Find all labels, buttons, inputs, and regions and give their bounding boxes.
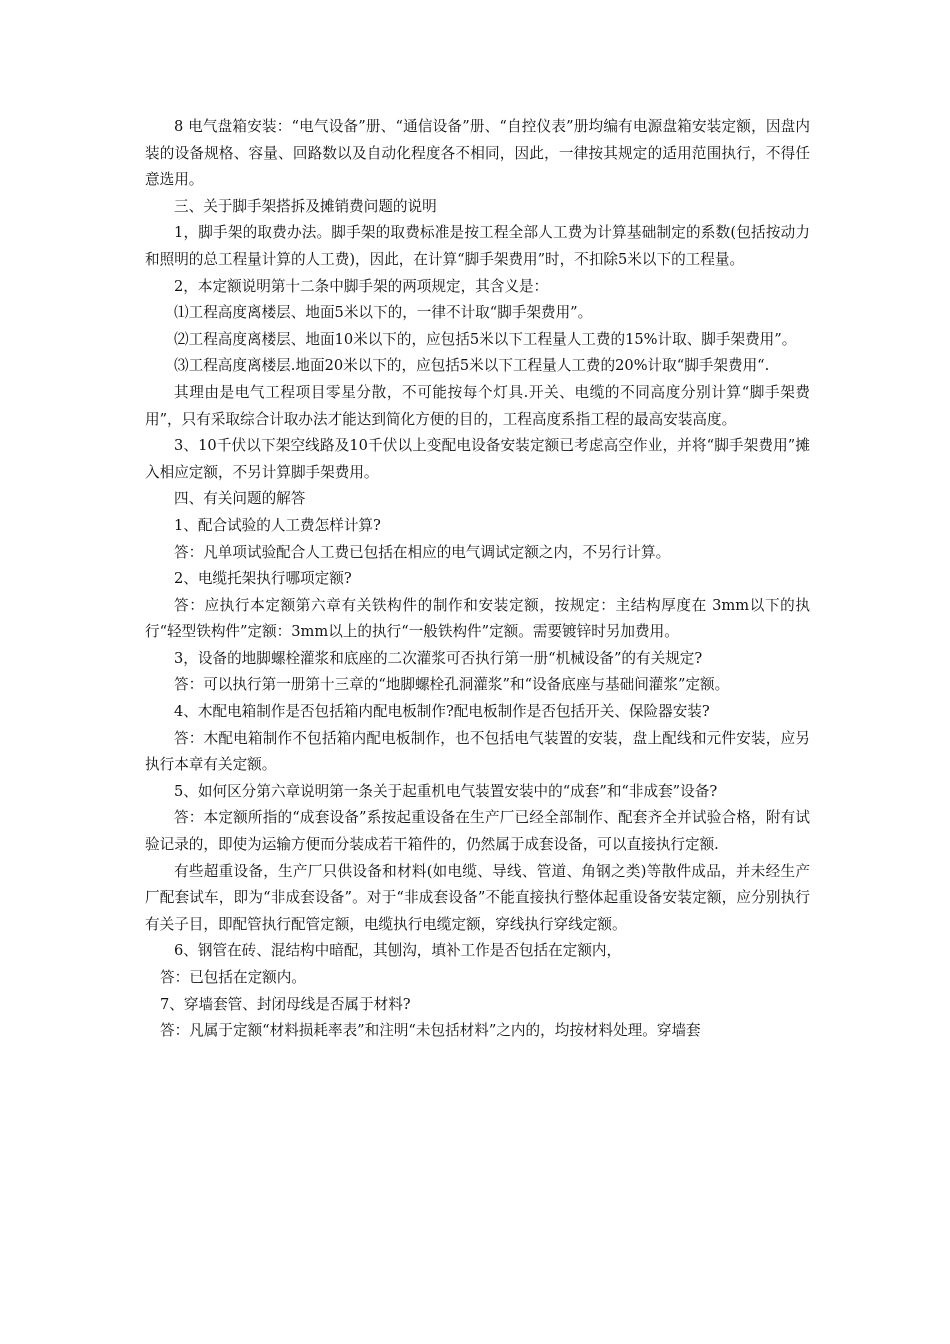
paragraph: 3、10千伏以下架空线路及10千伏以上变配电设备安装定额已考虑高空作业，并将“脚手架费用”摊入相应定额，不另计算脚手架费用。 [145, 437, 810, 481]
document-body [145, 114, 810, 1045]
paragraph: 1、配合试验的人工费怎样计算? [174, 516, 381, 534]
paragraph: 答：本定额所指的“成套设备”系按起重设备在生产厂已经全部制作、配套齐全并试验合格，附有试验记录的，即使为运输方便而分装成若干箱件的，仍然属于成套设备，可以直接执行定额. [145, 809, 810, 854]
paragraph: 8 电气盘箱安装：“电气设备”册、“通信设备”册、“自控仪表”册均编有电源盘箱安装定额，因盘内装的设备规格、容量、回路数以及自动化程度各不相同，因此，一律按其规定的适用范围执行，不得任意选用。 [145, 118, 810, 189]
paragraph: 答：可以执行第一册第十三章的“地脚螺栓孔洞灌浆”和“设备底座与基础间灌浆”定额。 [174, 676, 730, 694]
paragraph: 7、穿墙套管、封闭母线是否属于材料? [160, 995, 411, 1013]
paragraph: 2，本定额说明第十二条中脚手架的两项规定，其含义是： [174, 277, 549, 295]
paragraph: ⑴工程高度离楼层、地面5米以下的，一律不计取“脚手架费用”。 [174, 304, 593, 322]
paragraph: 答：木配电箱制作不包括箱内配电板制作，也不包括电气装置的安装，盘上配线和元件安装，应另执行本章有关定额。 [145, 729, 810, 774]
paragraph: ⑶工程高度离楼层.地面20米以下的，应包括5米以下工程量人工费的20%计取“脚手架费用“. [174, 357, 770, 375]
paragraph: ⑵工程高度离楼层、地面10米以下的，应包括5米以下工程量人工费的15%计取、脚手架费用”。 [174, 330, 797, 348]
paragraph: 1，脚手架的取费办法。脚手架的取费标准是按工程全部人工费为计算基础制定的系数(包括按动力和照明的总工程量计算的人工费)，因此，在计算“脚手架费用”时，不扣除5米以下的工程量。 [145, 224, 810, 268]
paragraph: 5、如何区分第六章说明第一条关于起重机电气装置安装中的“成套”和“非成套”设备? [174, 782, 718, 800]
paragraph: 答：已包括在定额内。 [160, 969, 306, 986]
paragraph: 答：应执行本定额第六章有关铁构件的制作和安装定额，按规定：主结构厚度在 3mm以下的执行“轻型铁构件”定额：3mm以上的执行“一般铁构件”定额。需要镀锌时另加费用。 [145, 596, 810, 641]
paragraph: 4、木配电箱制作是否包括箱内配电板制作?配电板制作是否包括开关、保险器安装? [174, 703, 710, 721]
paragraph: 3，设备的地脚螺栓灌浆和底座的二次灌浆可否执行第一册“机械设备”的有关规定? [174, 649, 703, 667]
paragraph: 答：凡属于定额“材料损耗率表”和注明“未包括材料”之内的，均按材料处理。穿墙套 [160, 1022, 701, 1040]
paragraph: 其理由是电气工程项目零星分散，不可能按每个灯具.开关、电缆的不同高度分别计算“脚手架费用”，只有采取综合计取办法才能达到简化方便的目的，工程高度系指工程的最高安装高度。 [145, 383, 810, 428]
paragraph: 6、钢管在砖、混结构中暗配，其刨沟，填补工作是否包括在定额内， [174, 942, 622, 960]
paragraph: 2、电缆托架执行哪项定额? [174, 570, 352, 588]
paragraph: 四、有关问题的解答 [174, 490, 306, 508]
paragraph: 三、关于脚手架搭拆及摊销费问题的说明 [174, 197, 437, 215]
paragraph: 有些超重设备，生产厂只供设备和材料(如电缆、导线、管道、角钢之类)等散件成品，并未经生产厂配套试车，即为“非成套设备”。对于“非成套设备”不能直接执行整体起重设备安装定额，应分别执行有关子目，即配管执行配管定额，电缆执行电缆定额，穿线执行穿线定额。 [145, 862, 810, 933]
paragraph: 答：凡单项试验配合人工费已包括在相应的电气调试定额之内，不另行计算。 [174, 543, 671, 561]
